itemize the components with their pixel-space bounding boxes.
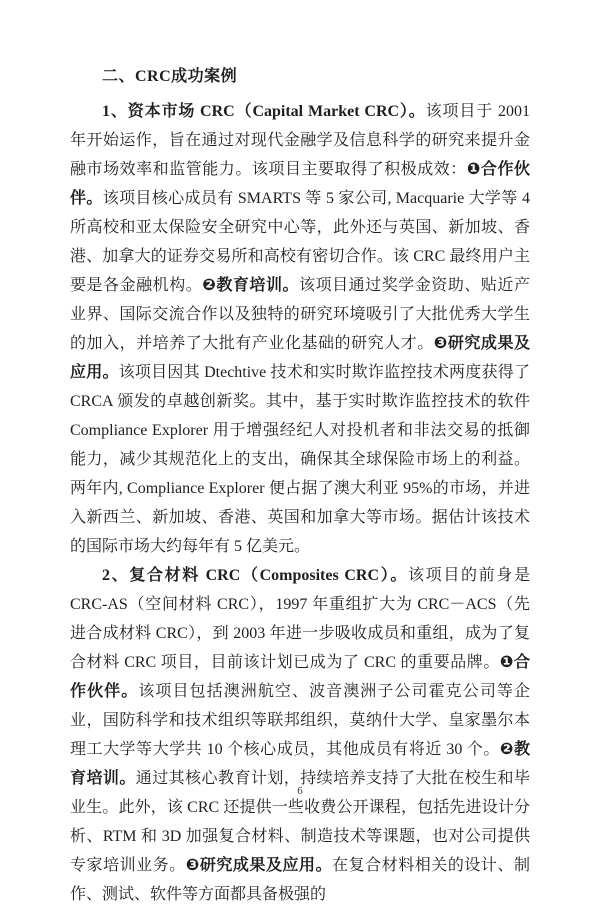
paragraph-composites-crc bbox=[70, 561, 530, 909]
text-run: 通过其核心教育计划，持续培养支持了大批在校生和毕业生。此外，该 CRC 还提供一些收费公开课程，包括先进设计分析、RTM 和 3D 加强复合材料、制造技术等课题，也对公司提供专家培训业务。 bbox=[70, 770, 530, 874]
text-run: 该项目于 2001 年开始运作，旨在通过对现代金融学及信息科学的研究来提升金融市场效率和监管能力。该项目主要取得了积极成效： bbox=[70, 103, 530, 178]
bold-run: 1、资本市场 CRC（Capital Market CRC）。 bbox=[102, 103, 426, 120]
bold-run: ❶合作伙伴。 bbox=[70, 161, 530, 207]
text-run: 该项目因其 Dtechtive 技术和实时欺诈监控技术两度获得了 CRCA 颁发的卓越创新奖。其中，基于实时欺诈监控技术的软件 Compliance Explorer 用于增强经纪人对投机者和非法交易的抵御能力，减少其规范化上的支出，确保其全球保险市场上的利益。两年内, Compliance Explorer 便占据了澳大利亚 95%的市场，并进入新西兰、新加坡、香港、英国和加拿大等市场。据估计该技术的国际市场大约每年有 5 亿美元。 bbox=[70, 364, 530, 555]
text-run: 该项目核心成员有 SMARTS 等 5 家公司, Macquarie 大学等 4 所高校和亚太保险安全研究中心等，此外还与英国、新加坡、香港、加拿大的证券交易所和高校有密切合作。该 CRC 最终用户主要是各金融机构。 bbox=[70, 190, 530, 294]
text-run: 该项目的前身是 CRC-AS（空间材料 CRC），1997 年重组扩大为 CRC－ACS（先进合成材料 CRC），到 2003 年进一步吸收成员和重组，成为了复合材料 CRC 项目，目前该计划已成为了 CRC 的重要品牌。 bbox=[70, 567, 530, 671]
bold-run: ❷教育培训。 bbox=[70, 741, 530, 787]
page-number: 6 bbox=[297, 785, 303, 797]
section-heading: 二、CRC成功案例 bbox=[102, 68, 238, 85]
bold-run: ❷教育培训。 bbox=[202, 277, 300, 294]
text-run: 在复合材料相关的设计、制作、测试、软件等方面都具备极强的 bbox=[70, 857, 530, 903]
bold-run: ❸研究成果及应用。 bbox=[70, 335, 530, 381]
paragraph-capital-market-crc bbox=[70, 97, 530, 561]
text-run: 该项目通过奖学金资助、贴近产业界、国际交流合作以及独特的研究环境吸引了大批优秀大学生的加入，并培养了大批有产业化基础的研究人才。 bbox=[70, 277, 530, 352]
bold-run: ❸研究成果及应用。 bbox=[185, 857, 333, 874]
bold-run: ❶合作伙伴。 bbox=[70, 654, 530, 700]
text-run: 该项目包括澳洲航空、波音澳洲子公司霍克公司等企业，国防科学和技术组织等联邦组织，莫纳什大学、皇家墨尔本理工大学等大学共 10 个核心成员，其他成员有将近 30 个。 bbox=[70, 683, 530, 758]
bold-run: 2、复合材料 CRC（Composites CRC）。 bbox=[102, 567, 409, 584]
text-block bbox=[70, 62, 530, 909]
